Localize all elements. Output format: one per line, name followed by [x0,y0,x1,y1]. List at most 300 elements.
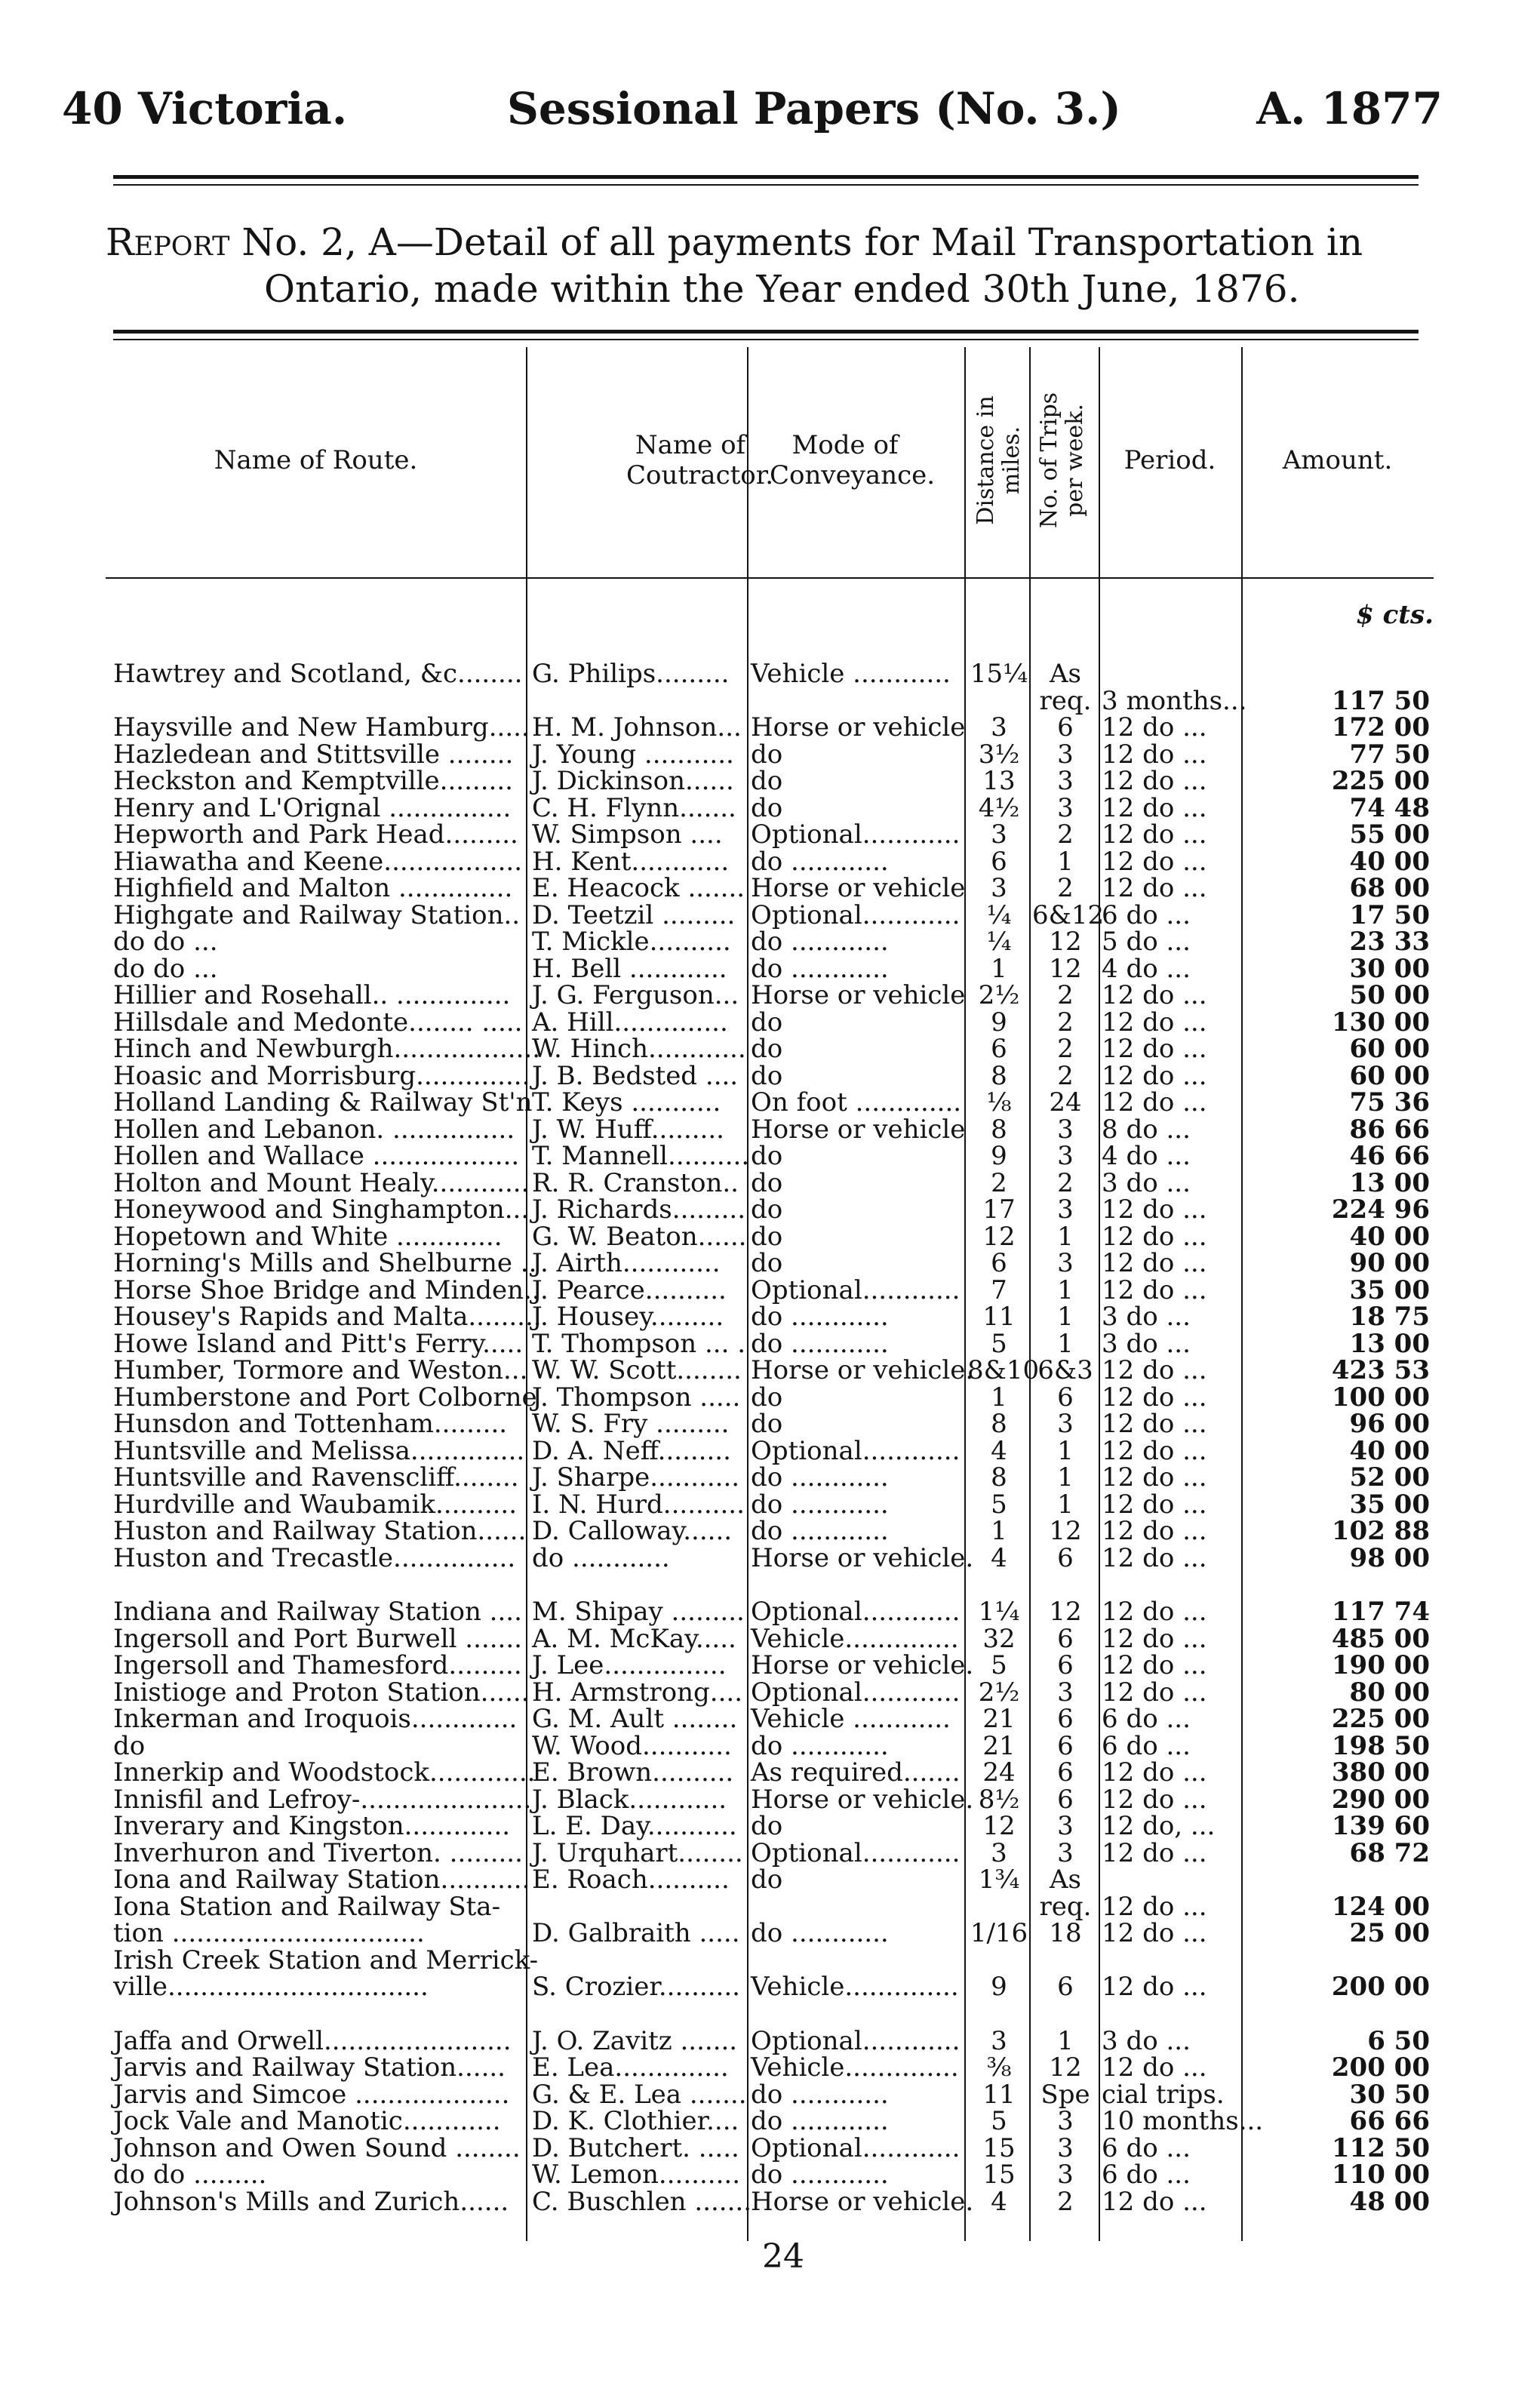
cell-amount: 77 50 [1349,739,1430,770]
cell-contractor: E. Brown.......... [532,1757,734,1788]
cell-dist: 1/16 [970,1918,1028,1948]
table-row [106,1517,1434,1545]
cell-amount: 117 74 [1331,1597,1430,1627]
cell-period: 12 do ... [1102,819,1207,850]
cell-dist: 1¼ [978,1597,1020,1627]
cell-amount: 68 72 [1349,1837,1430,1868]
cell-dist: 6 [991,846,1007,877]
cell-period: 12 do ... [1102,1542,1207,1573]
table-row [106,955,1434,982]
table-row [106,928,1434,955]
cell-amount: 172 00 [1331,712,1430,742]
cell-mode: do ............ [751,927,889,957]
cell-trips: 2 [1057,819,1074,850]
cell-mode: do [751,1060,783,1091]
table-row [106,899,1434,930]
cell-route: Jarvis and Simcoe ................... [113,2079,510,2110]
cell-trips: 12 [1049,1597,1082,1627]
cell-trips: 18 [1049,1918,1082,1948]
cell-period: 12 do ... [1102,1972,1207,2002]
cell-route: Huston and Trecastle............... [113,1542,516,1573]
cell-period: 4 do ... [1102,1141,1191,1171]
cell-period: 3 do ... [1102,2025,1191,2056]
cell-amount: 224 96 [1331,1194,1430,1225]
cell-mode: Horse or vehicle [751,873,966,903]
cell-period: 3 do ... [1102,1167,1191,1198]
cell-amount: 225 00 [1331,766,1430,796]
cell-route: Jarvis and Railway Station...... [113,2052,506,2083]
cell-mode: Optional............ [751,1597,961,1627]
cell-period: 12 do ... [1102,1409,1207,1439]
table-row [106,1759,1434,1786]
cell-amount: 96 00 [1349,1409,1430,1439]
cell-trips: 12 [1049,1516,1082,1546]
cell-amount: 200 00 [1331,2052,1430,2083]
col-header-contractor: Name of Coutractor. [626,430,774,490]
cell-trips: 6 [1057,712,1074,742]
cell-contractor: D. Teetzil ......... [532,899,736,930]
cell-dist: 8 [991,1409,1007,1439]
cell-contractor: J. W. Huff......... [532,1114,724,1145]
cell-period: 10 months... [1102,2106,1264,2136]
cell-period: 12 do ... [1102,792,1207,823]
cell-trips: 6 [1057,1382,1074,1413]
cell-mode: Vehicle.............. [751,1972,959,2002]
cell-mode: Horse or vehicle. [751,1542,974,1573]
cell-trips: 3 [1057,1677,1074,1708]
cell-mode: do ............ [751,2160,889,2190]
cell-amount: 124 00 [1331,1891,1430,1922]
cell-route: Hawtrey and Scotland, &c........ [113,659,523,689]
cell-contractor: J. Dickinson...... [532,766,734,796]
cell-route: Humberstone and Port Colborne [113,1382,537,1413]
cell-contractor: J. G. Ferguson... [532,980,739,1010]
cell-period: 12 do ... [1102,846,1207,877]
table-row [106,1089,1434,1116]
cell-trips: 1 [1057,1221,1074,1252]
cell-trips: 2 [1057,1167,1074,1198]
cell-amount: 68 00 [1349,873,1430,903]
cell-amount: 290 00 [1331,1784,1430,1815]
cell-dist: ¼ [986,927,1012,957]
cell-amount: 74 48 [1349,792,1430,823]
cell-contractor: T. Mannell.......... [532,1141,750,1171]
cell-route: Iona and Railway Station........... [113,1865,530,1895]
table-row [106,1491,1434,1518]
cell-route: Housey's Rapids and Malta......... [113,1302,542,1332]
cell-amount: 100 00 [1331,1382,1430,1413]
cell-dist: 4 [991,1435,1007,1466]
cell-amount: 90 00 [1349,1248,1430,1278]
cell-route: Huntsville and Melissa.............. [113,1435,525,1466]
cell-dist: 11 [982,1302,1016,1332]
cell-period: cial trips. [1102,2079,1225,2110]
cell-dist: 1 [991,1382,1007,1413]
table-row [106,1250,1434,1277]
cell-contractor: J. Housey......... [532,1302,724,1332]
table-row [106,1732,1434,1760]
cell-route: Heckston and Kemptville......... [113,766,513,796]
cell-period: 12 do ... [1102,712,1207,742]
cell-route: Innerkip and Woodstock............. [113,1757,536,1788]
cell-amount: 25 00 [1349,1918,1430,1948]
cell-period: 12 do ... [1102,739,1207,770]
cell-amount: 17 50 [1349,899,1430,930]
cell-period: 6 do ... [1102,1704,1191,1734]
table-row [106,1947,1434,1974]
cell-period: 12 do ... [1102,1060,1207,1091]
cell-amount: 66 66 [1349,2106,1430,2136]
cell-route: Huntsville and Ravenscliff........ [113,1462,519,1493]
cell-dist: 8 [991,1462,1007,1493]
cell-contractor: D. A. Neff......... [532,1435,731,1466]
cell-mode: Optional............ [751,1677,961,1708]
cell-trips: 1 [1057,1302,1074,1332]
cell-route: Highgate and Railway Station.. [113,899,521,930]
cell-route: Hoasic and Morrisburg.............. [113,1060,530,1091]
cell-contractor: S. Crozier.......... [532,1972,740,2002]
cell-trips: 2 [1057,1034,1074,1064]
cell-route: Holland Landing & Railway St'n [113,1087,533,1118]
table-row [106,792,1434,823]
cell-mode: Optional............ [751,2132,961,2163]
cell-contractor: E. Lea.............. [532,2052,729,2083]
cell-route: Honeywood and Singhampton... [113,1194,530,1225]
cell-route: Jaffa and Orwell....................... [113,2025,512,2056]
cell-route: Humber, Tormore and Weston... [113,1355,528,1385]
cell-amount: 30 00 [1349,953,1430,984]
table-row [106,2161,1434,2188]
cell-period: 12 do ... [1102,1435,1207,1466]
cell-trips: 2 [1057,1007,1074,1038]
cell-dist: 1 [991,1516,1007,1546]
cell-route: do [113,1730,146,1761]
cell-route: Inkerman and Iroquois............. [113,1704,518,1734]
cell-amount: 112 50 [1331,2132,1430,2163]
cell-contractor: A. Hill.............. [532,1007,728,1038]
cell-mode: do ............ [751,1489,889,1520]
cell-trips: 3 [1057,2106,1074,2136]
cell-mode: do ............ [751,1462,889,1493]
cell-period: 3 do ... [1102,1302,1191,1332]
table-row [106,1786,1434,1813]
cell-mode: Horse or vehicle. [751,1355,974,1385]
table-row [106,1035,1434,1062]
cell-mode: do [751,1248,783,1278]
cell-dist: 8 [991,1060,1007,1091]
table-row [106,1437,1434,1465]
cell-trips: 2 [1057,873,1074,903]
col-header-distance: Distance in miles. [973,395,1025,525]
cell-amount: 40 00 [1349,846,1430,877]
table-row [106,1116,1434,1143]
cell-contractor: G. Philips......... [532,659,730,689]
table-row [106,1357,1434,1384]
cell-dist: 2 [991,1167,1007,1198]
cell-contractor: J. Young ........... [532,739,734,770]
cell-trips: 6 [1057,1730,1074,1761]
cell-contractor: R. R. Cranston.. [532,1167,739,1198]
cell-contractor: L. E. Day........... [532,1811,737,1841]
title-rule-thick [113,330,1419,334]
cell-contractor: J. Black............ [532,1784,727,1815]
cell-route: Hollen and Wallace .................. [113,1141,520,1171]
cell-period: 6 do ... [1102,899,1191,930]
cell-contractor: J. Urquhart........ [532,1837,743,1868]
cell-dist: 3 [991,2025,1007,2056]
cell-period: 6 do ... [1102,1730,1191,1761]
cell-dist: 3 [991,712,1007,742]
cell-mode: Vehicle.............. [751,2052,959,2083]
cell-route: Jock Vale and Manotic............ [113,2106,501,2136]
cell-trips: 6 [1057,1650,1074,1680]
cell-trips: 3 [1057,1837,1074,1868]
payments-table [106,347,1434,2241]
cell-dist: 4 [991,2186,1007,2217]
cell-trips: As [1049,659,1081,689]
cell-period: 12 do ... [1102,1677,1207,1708]
cell-amount: 13 00 [1349,1328,1430,1359]
cell-mode: Optional............ [751,2025,961,2056]
header-bottom-rule [106,577,1434,579]
table-row [106,1893,1434,1920]
col-header-period: Period. [1123,445,1216,475]
cell-route: Hiawatha and Keene................. [113,846,523,877]
cell-dist: 3 [991,1837,1007,1868]
cell-mode: do [751,1865,783,1895]
cell-route: Howe Island and Pitt's Ferry..... [113,1328,524,1359]
table-row [106,1837,1434,1868]
title-rule-thin [113,339,1419,340]
header-session: 40 Victoria. [62,83,348,134]
cell-trips: 1 [1057,1274,1074,1305]
cell-period: 12 do ... [1102,980,1207,1010]
cell-mode: do [751,739,783,770]
cell-dist: 11 [982,2079,1016,2110]
cell-amount: 18 75 [1349,1302,1430,1332]
cell-route: Innisfil and Lefroy-..................... [113,1784,532,1815]
cell-dist: 5 [991,2106,1007,2136]
cell-dist: 5 [991,1650,1007,1680]
cell-trips: 1 [1057,1489,1074,1520]
cell-contractor: H. Armstrong.... [532,1677,743,1708]
cell-contractor: W. W. Scott........ [532,1355,742,1385]
cell-dist: 1¾ [978,1865,1020,1895]
cell-contractor: J. Sharpe........... [532,1462,740,1493]
table-row [106,1625,1434,1652]
cell-trips: req. [1039,1891,1092,1922]
cell-mode: Vehicle ............ [751,1704,951,1734]
cell-contractor: D. Butchert. ..... [532,2132,739,2163]
cell-amount: 200 00 [1331,1972,1430,2002]
header-sessional-papers: Sessional Papers (No. 3.) [507,83,1121,134]
cell-trips: 6 [1057,1757,1074,1788]
col-header-amount: Amount. [1282,445,1393,475]
cell-route: tion ............................... [113,1918,425,1948]
cell-dist: 5 [991,1328,1007,1359]
cell-route: Hazledean and Stittsville ........ [113,739,514,770]
cell-amount: 190 00 [1331,1650,1430,1680]
cell-mode: do [751,1221,783,1252]
cell-route: Indiana and Railway Station .... [113,1597,522,1627]
cell-dist: 7 [991,1274,1007,1305]
cell-amount: 46 66 [1349,1141,1430,1171]
table-row [106,2025,1434,2056]
cell-dist: 24 [982,1757,1016,1788]
cell-route: Johnson's Mills and Zurich...... [113,2186,509,2217]
cell-trips: 6 [1057,1542,1074,1573]
cell-mode: do ............ [751,1918,889,1948]
cell-amount: 55 00 [1349,819,1430,850]
cell-route: Huston and Railway Station...... [113,1516,527,1546]
table-row [106,1223,1434,1250]
cell-trips: 6&12 [1032,899,1105,930]
cell-route: Hillsdale and Medonte........ ..... [113,1007,523,1038]
table-row [106,848,1434,875]
cell-route: Ingersoll and Port Burwell ....... [113,1623,522,1654]
cell-period: 12 do ... [1102,1087,1207,1118]
cell-period: 3 months... [1102,685,1247,716]
cell-contractor: W. Simpson .... [532,819,723,850]
cell-period: 6 do ... [1102,2160,1191,2190]
cell-trips: 3 [1057,739,1074,770]
cell-trips: 3 [1057,1409,1074,1439]
cell-mode: do ............ [751,1730,889,1761]
cell-period: 12 do ... [1102,1650,1207,1680]
table-row [106,875,1434,902]
cell-route: Inverhuron and Tiverton. ......... [113,1837,523,1868]
title-line-1: No. 2, A—Detail of all payments for Mail Transportation in [229,220,1363,264]
table-row [106,1274,1434,1305]
cell-contractor: J. Pearce.......... [532,1274,727,1305]
cell-dist: 2½ [978,980,1020,1010]
cell-amount: 86 66 [1349,1114,1430,1145]
cell-dist: 3 [991,819,1007,850]
cell-period: 12 do ... [1102,1489,1207,1520]
cell-period: 4 do ... [1102,953,1191,984]
cell-route: Johnson and Owen Sound ........ [113,2132,521,2163]
cell-contractor: A. M. McKay..... [532,1623,736,1654]
cell-period: 12 do ... [1102,1597,1207,1627]
cell-route: Hunsdon and Tottenham......... [113,1409,508,1439]
cell-route: do do ... [113,927,218,957]
table-row [106,2188,1434,2215]
cell-route: Hopetown and White ............. [113,1221,503,1252]
cell-period: 5 do ... [1102,927,1191,957]
cell-period: 12 do ... [1102,2186,1207,2217]
cell-amount: 35 00 [1349,1489,1430,1520]
cell-trips: 6&3 [1037,1355,1093,1385]
cell-amount: 40 00 [1349,1435,1430,1466]
table-row [106,767,1434,795]
cell-period: 12 do ... [1102,1248,1207,1278]
col-header-trips: No. of Trips per week. [1036,392,1088,529]
cell-contractor: C. H. Flynn....... [532,792,736,823]
cell-trips: 3 [1057,2160,1074,2190]
table-row [106,1330,1434,1357]
cell-contractor: G. & E. Lea ....... [532,2079,747,2110]
cell-dist: ¼ [986,899,1012,930]
cell-contractor: H. M. Johnson... [532,712,742,742]
cell-trips: 3 [1057,1248,1074,1278]
cell-mode: do [751,1167,783,1198]
header-rule-thin [113,184,1419,186]
cell-dist: ⅛ [986,1087,1012,1118]
cell-mode: Optional............ [751,1837,961,1868]
table-row [106,1542,1434,1573]
title-line-2: Ontario, made within the Year ended 30th June, 1876. [264,267,1300,311]
cell-trips: 6 [1057,1784,1074,1815]
cell-amount: 75 36 [1349,1087,1430,1118]
amount-units: $ cts. [1356,600,1434,630]
cell-trips: 3 [1057,1811,1074,1841]
cell-trips: 1 [1057,2025,1074,2056]
cell-route: Iona Station and Railway Sta- [113,1891,501,1922]
table-row [106,1598,1434,1625]
table-row [106,2054,1434,2081]
cell-contractor: D. Calloway...... [532,1516,733,1546]
cell-contractor: T. Keys ........... [532,1087,721,1118]
cell-period: 12 do ... [1102,1891,1207,1922]
cell-route: Horning's Mills and Shelburne .. [113,1248,537,1278]
cell-amount: 139 60 [1331,1811,1430,1841]
cell-trips: 2 [1057,1060,1074,1091]
cell-contractor: W. Wood........... [532,1730,732,1761]
cell-dist: 13 [982,766,1016,796]
cell-period: 12 do ... [1102,1462,1207,1493]
cell-contractor: do ............ [532,1542,670,1573]
cell-dist: 1 [991,953,1007,984]
table-row [106,1062,1434,1090]
cell-route: Hurdville and Waubamik.......... [113,1489,518,1520]
cell-mode: On foot ............. [751,1087,962,1118]
cell-dist: 12 [982,1221,1016,1252]
cell-amount: 50 00 [1349,980,1430,1010]
cell-mode: do [751,792,783,823]
cell-route: Ingersoll and Thamesford......... [113,1650,522,1680]
report-title [106,219,1464,312]
cell-trips: 1 [1057,1435,1074,1466]
cell-contractor: W. S. Fry ......... [532,1409,730,1439]
cell-contractor: C. Buschlen ....... [532,2186,752,2217]
cell-route: Henry and L'Orignal ............... [113,792,512,823]
cell-trips: req. [1039,685,1092,716]
cell-period: 12 do ... [1102,1918,1207,1948]
cell-trips: 3 [1057,1194,1074,1225]
cell-contractor: W. Hinch............ [532,1034,746,1064]
cell-contractor: E. Heacock ....... [532,873,745,903]
cell-period: 12 do ... [1102,1007,1207,1038]
table-row [106,1464,1434,1491]
table-row [106,1142,1434,1170]
table-row [106,1812,1434,1840]
cell-trips: As [1049,1865,1081,1895]
cell-dist: 15¼ [970,659,1028,689]
table-row [106,2107,1434,2135]
table-row [106,2081,1434,2108]
cell-mode: Optional............ [751,819,961,850]
cell-mode: Horse or vehicle. [751,1784,974,1815]
cell-route: Haysville and New Hamburg..... [113,712,530,742]
table-row [106,2132,1434,2163]
cell-mode: do [751,1409,783,1439]
cell-amount: 98 00 [1349,1542,1430,1573]
cell-route: Hepworth and Park Head......... [113,819,518,850]
cell-amount: 225 00 [1331,1704,1430,1734]
cell-trips: 3 [1057,1141,1074,1171]
table-row [106,1303,1434,1330]
table-row [106,687,1434,715]
